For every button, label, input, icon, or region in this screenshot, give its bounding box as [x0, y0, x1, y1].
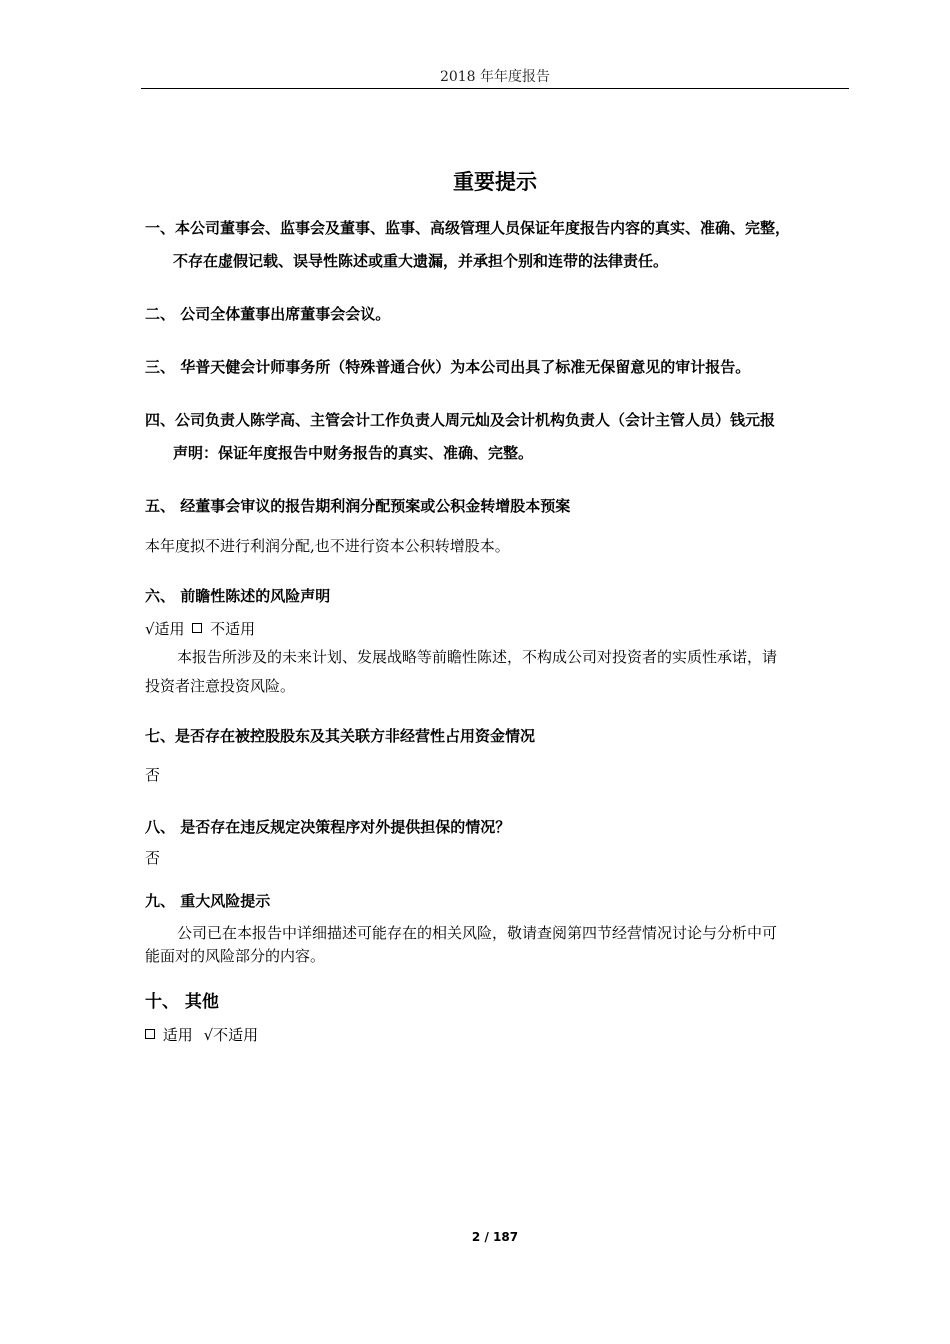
applicable-option: 适用 — [162, 1026, 193, 1044]
checkbox-empty-icon — [192, 623, 202, 633]
item-four-line2: 声明：保证年度报告中财务报告的真实、准确、完整。 — [173, 444, 534, 462]
item-five-heading: 五、 经董事会审议的报告期利润分配预案或公积金转增股本预案 — [145, 497, 571, 515]
item-six-body-line2: 投资者注意投资风险。 — [145, 677, 296, 695]
item-seven-answer: 否 — [145, 766, 161, 784]
item-nine-body-line2: 能面对的风险部分的内容。 — [145, 947, 326, 965]
item-six-applicability — [145, 618, 255, 639]
item-nine-body-line1: 公司已在本报告中详细描述可能存在的相关风险，敬请查阅第四节经营情况讨论与分析中可 — [177, 924, 778, 942]
item-ten-applicability — [145, 1024, 258, 1045]
item-eight-answer: 否 — [145, 849, 161, 867]
item-eight-heading: 八、 是否存在违反规定决策程序对外提供担保的情况？ — [145, 818, 511, 836]
item-one-line2: 不存在虚假记载、误导性陈述或重大遗漏，并承担个别和连带的法律责任。 — [173, 252, 669, 270]
applicable-option-checked: √适用 — [145, 620, 185, 638]
item-nine-heading: 九、 重大风险提示 — [145, 892, 271, 910]
not-applicable-option: 不适用 — [210, 620, 256, 638]
page-title: 重要提示 — [453, 170, 537, 194]
not-applicable-option-checked: √不适用 — [203, 1026, 259, 1044]
item-seven-heading: 七、是否存在被控股股东及其关联方非经营性占用资金情况 — [145, 727, 536, 745]
item-six-heading: 六、 前瞻性陈述的风险声明 — [145, 587, 331, 605]
item-two: 二、 公司全体董事出席董事会会议。 — [145, 305, 391, 323]
item-three: 三、 华普天健会计师事务所（特殊普通合伙）为本公司出具了标准无保留意见的审计报告。 — [145, 358, 751, 376]
item-six-body-line1: 本报告所涉及的未来计划、发展战略等前瞻性陈述，不构成公司对投资者的实质性承诺，请 — [177, 648, 778, 666]
header-divider — [141, 88, 849, 89]
checkbox-empty-icon — [145, 1029, 155, 1039]
item-one-line1: 一、本公司董事会、监事会及董事、监事、高级管理人员保证年度报告内容的真实、准确、完整， — [145, 219, 791, 237]
item-four-line1: 四、公司负责人陈学高、主管会计工作负责人周元灿及会计机构负责人（会计主管人员）钱元报 — [145, 411, 776, 429]
page-number: 2 / 187 — [471, 1230, 519, 1244]
item-five-body: 本年度拟不进行利润分配,也不进行资本公积转增股本。 — [145, 537, 510, 555]
item-ten-heading: 十、 其他 — [145, 992, 219, 1012]
page-header-title: 2018 年年度报告 — [439, 69, 551, 85]
